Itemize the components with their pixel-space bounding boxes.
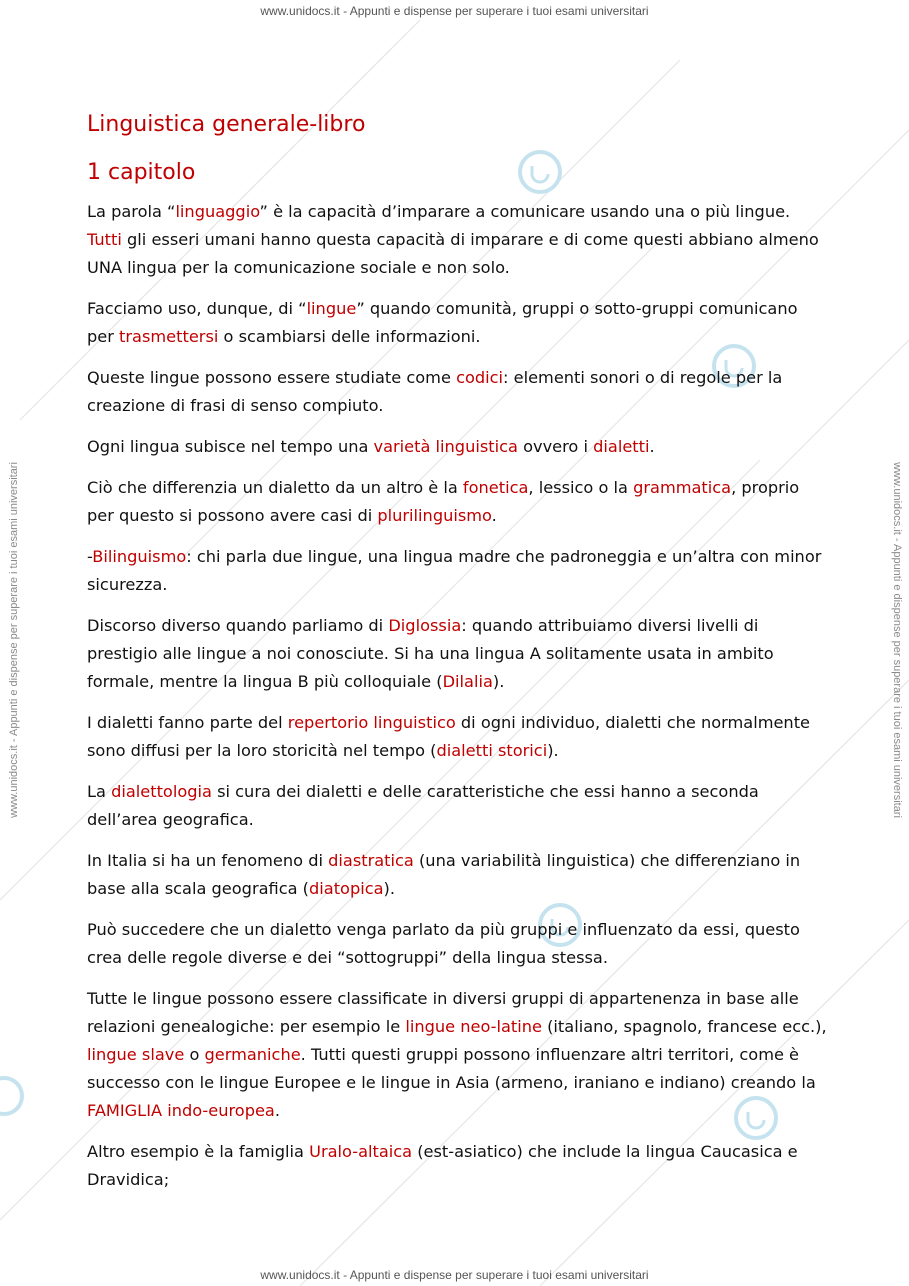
paragraph	[87, 1138, 827, 1194]
highlighted-term: codici	[456, 368, 504, 387]
highlighted-term: dialetti storici	[436, 741, 548, 760]
highlighted-term: repertorio linguistico	[287, 713, 456, 732]
text-run: (est-asiatico) che include la lingua Caucasica e Dravidica;	[87, 1142, 798, 1189]
text-run: , lessico o la	[528, 478, 634, 497]
paragraph	[87, 612, 827, 696]
text-run: -	[87, 547, 93, 566]
text-run: Facciamo uso, dunque, di “	[87, 299, 307, 318]
text-run: Altro esempio è la famiglia	[87, 1142, 310, 1161]
text-run: ” è la capacità d’imparare a comunicare usando una o più lingue.	[259, 202, 791, 221]
text-run: Ciò che differenzia un dialetto da un altro è la	[87, 478, 463, 497]
highlighted-term: Diglossia	[388, 616, 462, 635]
text-run: ).	[492, 672, 505, 691]
paragraph-list	[87, 198, 827, 1194]
text-run: : quando attribuiamo diversi livelli di prestigio alle lingue a noi conosciute. Si ha una lingua A solitamente usata in ambito formale, mentre la lingua B più colloquiale (	[87, 616, 774, 691]
text-run: Ogni lingua subisce nel tempo una	[87, 437, 374, 456]
paragraph	[87, 474, 827, 530]
paragraph	[87, 433, 827, 461]
paragraph	[87, 709, 827, 765]
text-run: , proprio per questo si possono avere casi di	[87, 478, 800, 525]
highlighted-term: Tutti	[87, 230, 122, 249]
highlighted-term: fonetica	[462, 478, 529, 497]
paragraph	[87, 985, 827, 1125]
text-run: o scambiarsi delle informazioni.	[218, 327, 481, 346]
paragraph	[87, 916, 827, 972]
highlighted-term: dialetti	[593, 437, 650, 456]
paragraph	[87, 364, 827, 420]
highlighted-term: lingue	[306, 299, 357, 318]
paragraph	[87, 295, 827, 351]
text-run: La	[87, 782, 112, 801]
highlighted-term: diastratica	[328, 851, 414, 870]
text-run: ovvero i	[517, 437, 594, 456]
text-run: .	[274, 1101, 281, 1120]
highlighted-term: plurilinguismo	[377, 506, 492, 525]
footer-banner: www.unidocs.it - Appunti e dispense per superare i tuoi esami universitari	[260, 1268, 649, 1282]
text-run: . Tutti questi gruppi possono influenzare altri territori, come è successo con le lingue Europee e le lingue in Asia (armeno, iraniano e indiano) creando la	[87, 1045, 816, 1092]
text-run: .	[649, 437, 655, 456]
side-watermark-right: www.unidocs.it - Appunti e dispense per superare i tuoi esami universitari	[891, 462, 903, 818]
header-banner: www.unidocs.it - Appunti e dispense per superare i tuoi esami universitari	[260, 4, 649, 18]
text-run: In Italia si ha un fenomeno di	[87, 851, 329, 870]
text-run: di ogni individuo, dialetti che normalmente sono diffusi per la loro storicità nel tempo (	[87, 713, 810, 760]
paragraph	[87, 543, 827, 599]
text-run: ).	[547, 741, 559, 760]
text-run: : chi parla due lingue, una lingua madre che padroneggia e un’altra con minor sicurezza.	[87, 547, 822, 594]
text-run: I dialetti fanno parte del	[87, 713, 288, 732]
text-run: .	[491, 506, 497, 525]
highlighted-term: lingue slave	[87, 1045, 185, 1064]
text-run: La parola “	[87, 202, 176, 221]
text-run: gli esseri umani hanno questa capacità di imparare e di come questi abbiano almeno UNA lingua per la comunicazione sociale e non solo.	[87, 230, 819, 277]
highlighted-term: germaniche	[204, 1045, 301, 1064]
highlighted-term: varietà linguistica	[373, 437, 518, 456]
text-run: ” quando comunità, gruppi o sotto-gruppi comunicano per	[87, 299, 798, 346]
highlighted-term: grammatica	[633, 478, 732, 497]
highlighted-term: dialettologia	[111, 782, 212, 801]
text-run: o	[184, 1045, 205, 1064]
highlighted-term: FAMIGLIA indo-europea	[87, 1101, 275, 1120]
highlighted-term: Dilalia	[442, 672, 493, 691]
side-watermark-left: www.unidocs.it - Appunti e dispense per superare i tuoi esami universitari	[8, 462, 20, 818]
highlighted-term: lingue neo-latine	[405, 1017, 542, 1036]
document-body	[87, 108, 827, 1207]
paragraph	[87, 198, 827, 282]
highlighted-term: trasmettersi	[119, 327, 219, 346]
highlighted-term: Uralo-altaica	[309, 1142, 413, 1161]
text-run: ).	[383, 879, 396, 898]
text-run: Tutte le lingue possono essere classificate in diversi gruppi di appartenenza in base alle relazioni genealogiche: per esempio le	[87, 989, 799, 1036]
document-title: Linguistica generale-libro	[87, 112, 366, 137]
text-run: (italiano, spagnolo, francese ecc.),	[541, 1017, 827, 1036]
highlighted-term: linguaggio	[175, 202, 260, 221]
highlighted-term: diatopica	[309, 879, 384, 898]
highlighted-term: Bilinguismo	[92, 547, 187, 566]
paragraph	[87, 847, 827, 903]
text-run: si cura dei dialetti e delle caratteristiche che essi hanno a seconda dell’area geografica.	[87, 782, 759, 829]
text-run: Queste lingue possono essere studiate come	[87, 368, 457, 387]
paragraph	[87, 778, 827, 834]
text-run: Discorso diverso quando parliamo di	[87, 616, 389, 635]
chapter-heading: 1 capitolo	[87, 160, 196, 185]
text-run: (una variabilità linguistica) che differenziano in base alla scala geografica (	[87, 851, 801, 898]
text-run: : elementi sonori o di regole per la creazione di frasi di senso compiuto.	[87, 368, 783, 415]
text-run: Può succedere che un dialetto venga parlato da più gruppi e influenzato da essi, questo crea delle regole diverse e dei “sottogruppi” della lingua stessa.	[87, 920, 800, 967]
